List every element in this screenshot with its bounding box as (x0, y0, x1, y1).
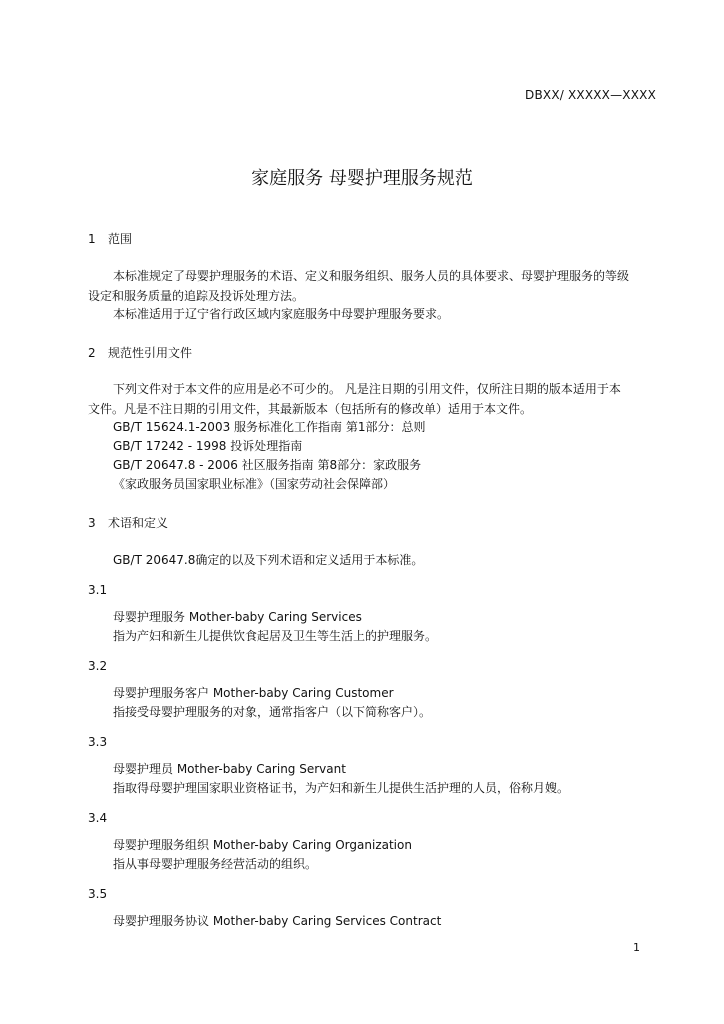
subsection-number: 3.2 (88, 659, 108, 673)
term-definition: 指为产妇和新生儿提供饮食起居及卫生等生活上的护理服务。 (113, 629, 438, 643)
term-name: 母婴护理服务组织 Mother-baby Caring Organization (113, 838, 412, 852)
document-title: 家庭服务 母婴护理服务规范 (251, 168, 473, 189)
section-title: 术语和定义 (108, 516, 169, 530)
section-heading-1 (88, 230, 132, 248)
term-definition: 指取得母婴护理国家职业资格证书，为产妇和新生儿提供生活护理的人员，俗称月嫂。 (113, 781, 570, 795)
section-number: 1 (88, 232, 96, 246)
term-name: 母婴护理服务 Mother-baby Caring Services (113, 610, 362, 624)
section-heading-2 (88, 344, 192, 362)
term-definition: 指从事母婴护理服务经营活动的组织。 (113, 857, 318, 871)
term-name: 母婴护理服务客户 Mother-baby Caring Customer (113, 686, 394, 700)
paragraph-line: 本标准适用于辽宁省行政区域内家庭服务中母婴护理服务要求。 (113, 307, 450, 321)
section-number: 3 (88, 516, 96, 530)
term-name: 母婴护理服务协议 Mother-baby Caring Services Contract (113, 914, 442, 928)
section-title: 规范性引用文件 (108, 346, 193, 360)
subsection-number: 3.1 (88, 583, 108, 597)
term-definition: 指接受母婴护理服务的对象，通常指客户（以下简称客户）。 (113, 705, 432, 719)
term-name: 母婴护理员 Mother-baby Caring Servant (113, 762, 346, 776)
standard-code: DBXX/ XXXXX—XXXX (525, 88, 656, 102)
subsection-number: 3.5 (88, 887, 108, 901)
paragraph-line: GB/T 20647.8确定的以及下列术语和定义适用于本标准。 (113, 553, 424, 567)
subsection-number: 3.4 (88, 811, 108, 825)
section-title: 范围 (108, 232, 133, 246)
reference-item: 《家政服务员国家职业标准》（国家劳动社会保障部） (113, 477, 396, 491)
paragraph-line: 文件。凡是不注日期的引用文件，其最新版本（包括所有的修改单）适用于本文件。 (88, 402, 533, 416)
section-number: 2 (88, 346, 96, 360)
paragraph-line: 下列文件对于本文件的应用是必不可少的。 凡是注日期的引用文件，仅所注日期的版本适用于本 (113, 382, 621, 396)
page-number: 1 (633, 941, 640, 954)
reference-item: GB/T 20647.8 - 2006 社区服务指南 第8部分：家政服务 (113, 458, 422, 472)
reference-item: GB/T 15624.1-2003 服务标准化工作指南 第1部分：总则 (113, 420, 426, 434)
section-heading-3 (88, 514, 168, 532)
paragraph-line: 设定和服务质量的追踪及投诉处理方法。 (88, 289, 305, 303)
paragraph-line: 本标准规定了母婴护理服务的术语、定义和服务组织、服务人员的具体要求、母婴护理服务的等级 (113, 269, 630, 283)
subsection-number: 3.3 (88, 735, 108, 749)
reference-item: GB/T 17242 - 1998 投诉处理指南 (113, 439, 303, 453)
